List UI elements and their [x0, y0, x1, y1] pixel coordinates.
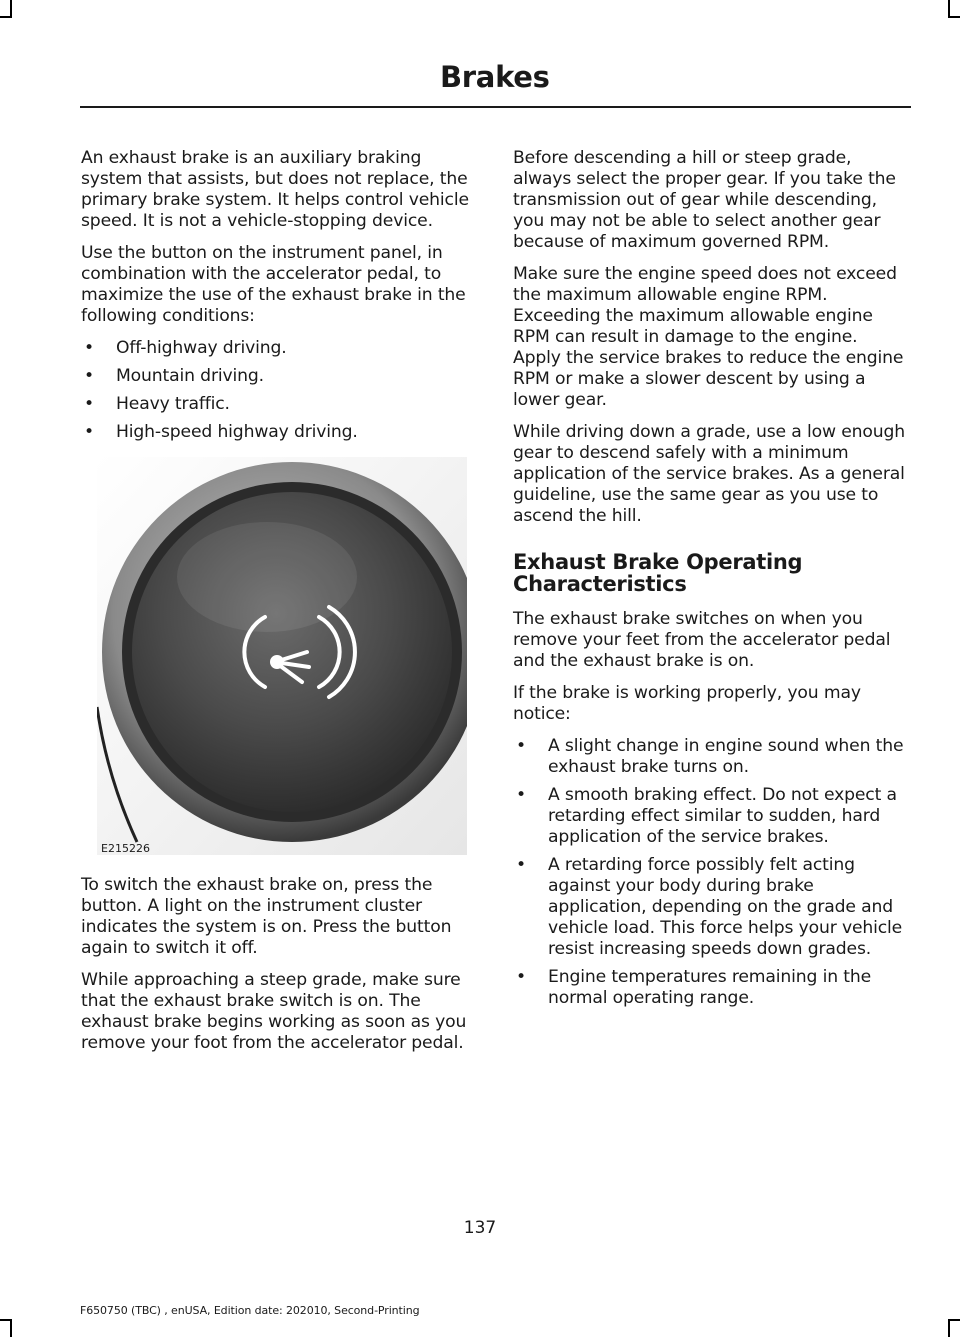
edition-footer: F650750 (TBC) , enUSA, Edition date: 202010, Second-Printing — [80, 1304, 420, 1317]
bullet: • — [84, 422, 94, 442]
bullet: • — [516, 785, 526, 805]
intro-paragraph: An exhaust brake is an auxiliary braking system that assists, but does not replace, the primary brake system. It helps control vehicle speed. It is not a vehicle-stopping device. — [81, 148, 469, 231]
list-item: • A smooth braking effect. Do not expect a retarding effect similar to sudden, hard application of the service brakes. — [516, 785, 897, 847]
left-column — [81, 148, 477, 1065]
crop-mark — [948, 1319, 950, 1337]
crop-mark — [948, 1319, 960, 1321]
descending-paragraph: Before descending a hill or steep grade, always select the proper gear. If you take the transmission out of gear while descending, you may not be able to select another gear because of maximum governed RPM. — [513, 148, 896, 252]
bullet: • — [516, 967, 526, 987]
crop-mark — [0, 16, 12, 18]
crop-mark — [0, 1319, 12, 1321]
bullet: • — [84, 394, 94, 414]
exhaust-brake-button-figure — [97, 457, 467, 855]
notice-paragraph: If the brake is working properly, you may notice: — [513, 683, 861, 724]
page-title: Brakes — [440, 60, 550, 94]
list-item: • Off-highway driving. — [84, 338, 287, 358]
list-item: • High-speed highway driving. — [84, 422, 358, 442]
section-heading: Exhaust Brake Operating Characteristics — [513, 550, 803, 596]
engine-speed-paragraph: Make sure the engine speed does not exceed the maximum allowable engine RPM. Exceeding the maximum allowable engine RPM can result in damage to the engine. Apply the service brakes to reduce the engine RPM or make a slower descent by using a lower gear. — [513, 264, 904, 410]
grade-paragraph: While driving down a grade, use a low enough gear to descend safely with a minimum application of the service brakes. As a general guideline, use the same gear as you use to ascend the hill. — [513, 422, 905, 526]
switches-on-paragraph: The exhaust brake switches on when you remove your feet from the accelerator pedal and the exhaust brake is on. — [513, 609, 891, 671]
crop-mark — [948, 16, 960, 18]
header-divider — [80, 106, 911, 108]
bullet: • — [516, 736, 526, 756]
bullet: • — [84, 366, 94, 386]
list-item: • A slight change in engine sound when the exhaust brake turns on. — [516, 736, 904, 777]
bullet: • — [516, 855, 526, 875]
page-number: 137 — [463, 1218, 497, 1238]
notices-list — [513, 736, 909, 1009]
figure-code: E215226 — [101, 842, 150, 855]
conditions-list — [81, 338, 477, 443]
switch-paragraph: To switch the exhaust brake on, press the button. A light on the instrument cluster indicates the system is on. Press the button again to switch it off. — [81, 875, 452, 958]
list-item: • Heavy traffic. — [84, 394, 230, 414]
approach-paragraph: While approaching a steep grade, make sure that the exhaust brake switch is on. The exhaust brake begins working as soon as you remove your foot from the accelerator pedal. — [81, 970, 467, 1053]
list-item: • Engine temperatures remaining in the normal operating range. — [516, 967, 872, 1008]
bullet: • — [84, 338, 94, 358]
right-column — [513, 148, 909, 1016]
list-item: • A retarding force possibly felt acting against your body during brake application, depending on the grade and vehicle load. This force helps your vehicle resist increasing speeds down grades. — [516, 855, 903, 959]
exhaust-brake-button-illustration — [97, 457, 467, 855]
use-paragraph: Use the button on the instrument panel, in combination with the accelerator pedal, to maximize the use of the exhaust brake in the following conditions: — [81, 243, 466, 326]
list-item: • Mountain driving. — [84, 366, 264, 386]
crop-mark — [10, 1319, 12, 1337]
